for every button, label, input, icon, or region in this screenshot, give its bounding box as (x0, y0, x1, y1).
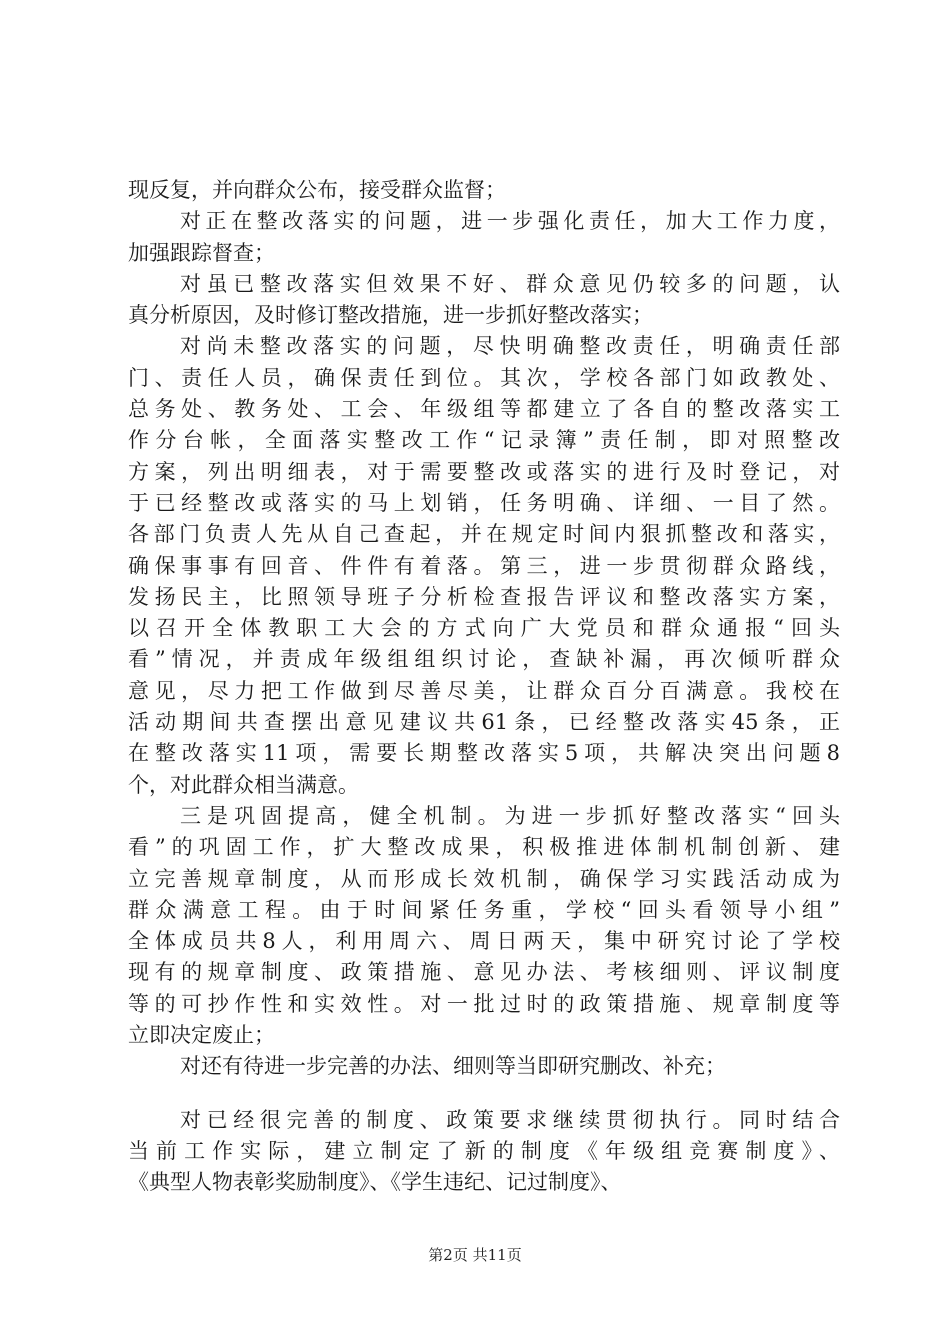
text-line: 以召开全体教职工大会的方式向广大党员和群众通报“回头 (128, 616, 840, 641)
text-line: 对虽已整改落实但效果不好、群众意见仍较多的问题，认 (180, 271, 840, 296)
text-line: 立即决定废止； (128, 1023, 275, 1048)
text-line: 等的可抄作性和实效性。对一批过时的政策措施、规章制度等 (128, 991, 840, 1016)
paragraph (128, 1105, 840, 1199)
text-line: 现有的规章制度、政策措施、意见办法、考核细则、评议制度 (128, 960, 840, 985)
paragraph (128, 175, 840, 206)
text-line: 个，对此群众相当满意。 (128, 772, 359, 797)
paragraph (128, 801, 840, 1051)
text-line: 总务处、教务处、工会、年级组等都建立了各自的整改落实工 (128, 397, 840, 422)
text-line: 现反复，并向群众公布，接受群众监督； (128, 178, 506, 202)
text-line: 对尚未整改落实的问题，尽快明确整改责任，明确责任部 (180, 334, 840, 359)
text-line: 在整改落实11项，需要长期整改落实5项，共解决突出问题8 (128, 741, 840, 766)
text-line: 真分析原因，及时修订整改措施，进一步抓好整改落实； (128, 303, 653, 328)
text-line: 加强跟踪督查； (128, 240, 275, 265)
text-line: 方案，列出明细表，对于需要整改或落实的进行及时登记，对 (128, 459, 840, 484)
document-body (128, 175, 840, 1199)
paragraph (128, 1051, 840, 1082)
text-line: 《典型人物表彰奖励制度》、《学生违纪、记过制度》、 (128, 1170, 622, 1195)
text-line: 作分台帐，全面落实整改工作“记录簿”责任制，即对照整改 (128, 428, 840, 453)
text-line: 看”的巩固工作，扩大整改成果，积极推进体制机制创新、建 (128, 835, 840, 860)
text-line: 立完善规章制度，从而形成长效机制，确保学习实践活动成为 (128, 866, 840, 891)
paragraph (128, 269, 840, 332)
text-line: 当前工作实际，建立制定了新的制度《年级组竞赛制度》、 (128, 1138, 840, 1163)
text-line: 群众满意工程。由于时间紧任务重，学校“回头看领导小组” (128, 897, 840, 922)
text-line: 看”情况，并责成年级组组织讨论，查缺补漏，再次倾听群众 (128, 647, 840, 672)
text-line: 三是巩固提高，健全机制。为进一步抓好整改落实“回头 (180, 803, 840, 828)
paragraph-gap (128, 1083, 840, 1105)
text-line: 发扬民主，比照领导班子分析检查报告评议和整改落实方案， (128, 584, 840, 609)
page-number: 第2页 共11页 (428, 1246, 522, 1264)
text-line: 意见，尽力把工作做到尽善尽美，让群众百分百满意。我校在 (128, 678, 840, 703)
text-line: 活动期间共查摆出意见建议共61条，已经整改落实45条，正 (128, 710, 840, 735)
text-line: 于已经整改或落实的马上划销，任务明确、详细、一目了然。 (128, 490, 840, 515)
text-line: 门、责任人员，确保责任到位。其次，学校各部门如政教处、 (128, 365, 840, 390)
paragraph (128, 206, 840, 269)
text-line: 各部门负责人先从自己查起，并在规定时间内狠抓整改和落实， (128, 522, 840, 547)
text-line: 对已经很完善的制度、政策要求继续贯彻执行。同时结合 (180, 1107, 840, 1132)
text-line: 确保事事有回音、件件有着落。第三，进一步贯彻群众路线， (128, 553, 840, 578)
text-line: 全体成员共8人，利用周六、周日两天，集中研究讨论了学校 (128, 929, 840, 954)
text-line: 对正在整改落实的问题，进一步强化责任，加大工作力度， (180, 209, 840, 234)
text-line: 对还有待进一步完善的办法、细则等当即研究删改、补充； (180, 1054, 726, 1079)
paragraph (128, 331, 840, 800)
